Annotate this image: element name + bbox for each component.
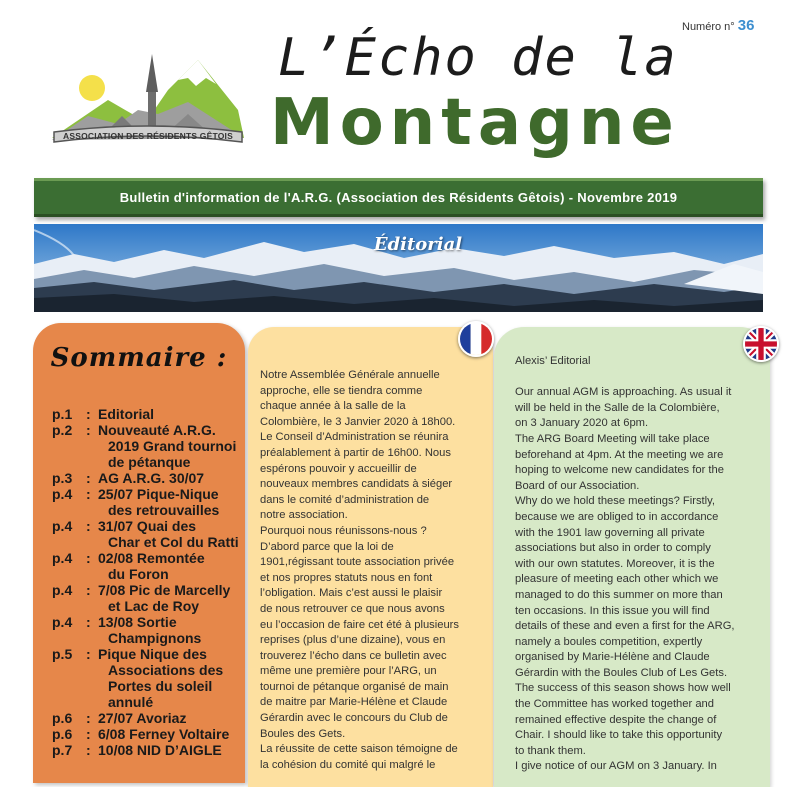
- toc-entry-text: 25/07 Pique-Nique: [98, 486, 219, 502]
- toc-item: [52, 630, 201, 646]
- toc-item: [52, 438, 236, 454]
- toc-separator: :: [86, 550, 91, 566]
- french-editorial-text: Notre Assemblée Générale annuelle approche, elle se tiendra comme chaque année à la salle de la Colombière, le 3 Janvier 2020 à 18h00. Le Conseil d’Administration se réunira préalablement à partir de 16h00. Nous espérons pouvoir y accueillir de nouveaux membres candidats à siéger dans le comité d’administration de notre association. Pourquoi nous réunissons-nous ? D’abord parce que la loi de 1901,régissant toute association privée et nos propres statuts nous en font l’obligation. Mais c’est aussi le plaisir de nous retrouver ce que nous avons eu l’occasion de faire cet été à plusieurs reprises (plus d’une dizaine), vous en trouverez l’écho dans ce bulletin avec même une première pour l’ARG, un tournoi de pétanque organisé de main de maitre par Marie-Hélène et Claude Gérardin avec le concours du Club de Boules des Gets. La réussite de cette saison témoigne de la cohésion du comité qui malgré le: [260, 369, 460, 771]
- editorial-label: Éditorial: [373, 234, 463, 255]
- toc-separator: :: [86, 646, 91, 662]
- toc-page-number: p.4: [52, 582, 73, 598]
- toc-entry-text: du Foron: [108, 566, 169, 582]
- toc-page-number: p.3: [52, 470, 73, 486]
- toc-item: [52, 454, 190, 470]
- toc-item: [52, 646, 207, 662]
- toc-entry-text: Portes du soleil: [108, 678, 213, 694]
- toc-entry-text: 02/08 Remontée: [98, 550, 205, 566]
- toc-item: [52, 566, 169, 582]
- bulletin-banner: Bulletin d'information de l'A.R.G. (Association des Résidents Gêtois) - Novembre 2019: [34, 178, 763, 217]
- toc-entry-text: de pétanque: [108, 454, 191, 470]
- toc-item: [52, 726, 229, 742]
- toc-page-number: p.4: [52, 550, 73, 566]
- toc-entry-text: AG A.R.G. 30/07: [98, 470, 205, 486]
- toc-entry-text: des retrouvailles: [108, 502, 220, 518]
- toc-item: [52, 406, 154, 422]
- toc-separator: :: [86, 582, 91, 598]
- toc-entry-text: 31/07 Quai des: [98, 518, 197, 534]
- toc-entry-text: 6/08 Ferney Voltaire: [98, 726, 230, 742]
- french-flag-icon[interactable]: [458, 321, 494, 357]
- toc-item: [52, 470, 204, 486]
- toc-page-number: p.5: [52, 646, 73, 662]
- toc-item: [52, 582, 230, 598]
- toc-entry-text: annulé: [108, 694, 154, 710]
- toc-separator: :: [86, 742, 91, 758]
- toc-page-number: p.2: [52, 422, 73, 438]
- toc-entry-text: Nouveauté A.R.G.: [98, 422, 216, 438]
- toc-item: [52, 694, 153, 710]
- toc-page-number: p.4: [52, 518, 73, 534]
- sommaire-title: Sommaire :: [50, 343, 228, 373]
- toc-separator: :: [86, 406, 91, 422]
- uk-flag-icon[interactable]: [743, 326, 779, 362]
- toc-item: [52, 534, 239, 550]
- toc-page-number: p.6: [52, 726, 73, 742]
- toc-item: [52, 422, 216, 438]
- toc-separator: :: [86, 710, 91, 726]
- issue-number: [682, 17, 754, 34]
- toc-entry-text: Pique Nique des: [98, 646, 207, 662]
- toc-entry-text: Champignons: [108, 630, 202, 646]
- toc-separator: :: [86, 518, 91, 534]
- toc-separator: :: [86, 726, 91, 742]
- toc-item: [52, 502, 219, 518]
- toc-entry-text: 2019 Grand tournoi: [108, 438, 237, 454]
- newsletter-title-line1: L’Écho de la: [278, 28, 678, 88]
- toc-item: [52, 614, 177, 630]
- toc-page-number: p.7: [52, 742, 73, 758]
- toc-entry-text: Editorial: [98, 406, 155, 422]
- toc-page-number: p.4: [52, 486, 73, 502]
- toc-item: [52, 710, 186, 726]
- toc-item: [52, 518, 196, 534]
- toc-item: [52, 486, 219, 502]
- toc-entry-text: Associations des: [108, 662, 224, 678]
- issue-label: Numéro n°: [682, 21, 735, 33]
- toc-entry-text: 7/08 Pic de Marcelly: [98, 582, 231, 598]
- toc-item: [52, 550, 205, 566]
- logo-caption: ASSOCIATION DES RÉSIDENTS GÊTOIS: [63, 131, 233, 141]
- toc-separator: :: [86, 486, 91, 502]
- toc-page-number: p.1: [52, 406, 73, 422]
- toc-entry-text: 13/08 Sortie: [98, 614, 177, 630]
- newsletter-title-line2: Montagne: [270, 86, 680, 160]
- toc-item: [52, 662, 223, 678]
- toc-item: [52, 678, 212, 694]
- toc-entry-text: 10/08 NID D’AIGLE: [98, 742, 222, 758]
- toc-page-number: p.4: [52, 614, 73, 630]
- toc-separator: :: [86, 470, 91, 486]
- toc-separator: :: [86, 422, 91, 438]
- toc-page-number: p.6: [52, 710, 73, 726]
- toc-entry-text: Char et Col du Ratti: [108, 534, 239, 550]
- toc-entry-text: et Lac de Roy: [108, 598, 200, 614]
- issue-number-value: 36: [737, 17, 755, 34]
- toc-entry-text: 27/07 Avoriaz: [98, 710, 187, 726]
- toc-separator: :: [86, 614, 91, 630]
- english-editorial-text: Alexis’ Editorial Our annual AGM is approaching. As usual it will be held in the Salle de la Colombière, on 3 January 2020 at 6pm. The ARG Board Meeting will take place beforehand at 4pm. At the meeting we are hoping to welcome new candidates for the Board of our Association. Why do we hold these meetings? Firstly, because we are obliged to in accordance with the 1901 law governing all private associations but also in order to comply with our own statutes. Moreover, it is the pleasure of meeting each other which we managed to do this summer on more than ten occasions. In this issue you will find details of these and even a first for the ARG, namely a boules competition, expertly organised by Marie-Hélène and Claude Gérardin with the Boules Club of Les Gets. The success of this season shows how well the Committee has worked together and remained effective despite the change of Chair. I should like to take this opportunity to thank them. I give notice of our AGM on 3 January. In: [515, 355, 735, 773]
- toc-item: [52, 742, 222, 758]
- toc-item: [52, 598, 199, 614]
